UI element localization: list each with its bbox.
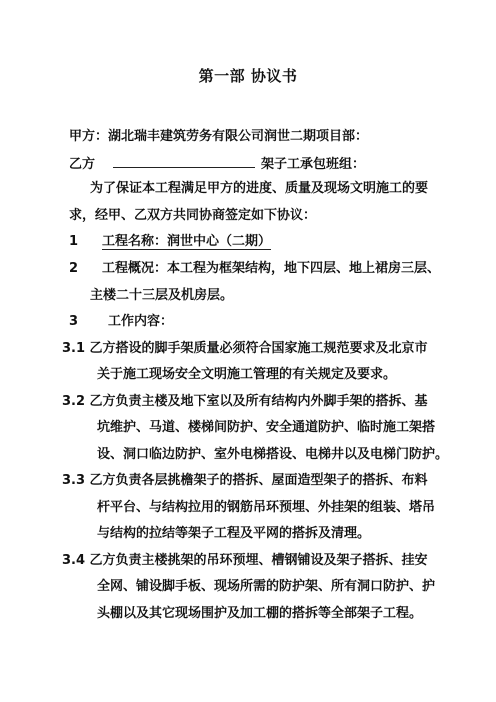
item-3-number: 3 <box>69 314 79 329</box>
clause-3-2-line-2: 坑维护、马道、楼梯间防护、安全通道防护、临时施工架搭 <box>97 420 436 435</box>
item-2-number: 2 <box>69 261 79 276</box>
item-2-line-1: 工程概况：本工程为框架结构，地下四层、地上裙房三层、 <box>102 261 441 276</box>
intro-line-2: 求，经甲、乙双方共同协商签定如下协议： <box>69 208 317 223</box>
clause-3-4-line-2: 全网、铺设脚手板、现场所需的防护架、所有洞口防护、护 <box>97 579 436 594</box>
intro-line-1: 为了保证本工程满足甲方的进度、质量及现场文明施工的要 <box>90 181 429 196</box>
item-1 <box>69 234 271 250</box>
party-a-line: 甲方：湖北瑞丰建筑劳务有限公司润世二期项目部： <box>69 129 369 144</box>
clause-3-4-line-1: 3.4 乙方负责主楼挑架的吊环预埋、槽钢铺设及架子搭拆、挂安 <box>62 553 428 568</box>
document-title: 第一部 协议书 <box>198 67 298 85</box>
clause-3-2-line-1: 3.2 乙方负责主楼及地下室以及所有结构内外脚手架的搭拆、基 <box>62 394 428 409</box>
item-1-number: 1 <box>69 234 79 249</box>
party-b-suffix: 架子工承包班组： <box>261 157 366 172</box>
clause-3-2-line-3: 设、洞口临边防护、室外电梯搭设、电梯井以及电梯门防护。 <box>97 447 449 462</box>
clause-3-4-line-3: 头棚以及其它现场围护及加工棚的搭拆等全部架子工程。 <box>97 606 423 621</box>
item-2 <box>69 261 440 277</box>
clause-3-3-line-3: 与结构的拉结等架子工程及平网的搭拆及清理。 <box>97 526 371 541</box>
party-b-line <box>69 155 365 173</box>
item-3-text: 工作内容： <box>108 314 174 329</box>
party-b-blank <box>113 155 255 168</box>
clause-3-3-line-2: 杆平台、与结构拉用的钢筋吊环预埋、外挂架的组装、塔吊 <box>97 500 436 515</box>
item-2-line-2: 主楼二十三层及机房层。 <box>90 288 234 303</box>
party-b-label: 乙方 <box>69 157 96 172</box>
clause-3-1-line-1: 3.1 乙方搭设的脚手架质量必须符合国家施工规范要求及北京市 <box>62 341 428 356</box>
clause-3-1-line-2: 关于施工现场安全文明施工管理的有关规定及要求。 <box>97 367 397 382</box>
clause-3-3-line-1: 3.3 乙方负责各层挑檐架子的搭拆、屋面造型架子的搭拆、布料 <box>62 473 428 488</box>
item-1-text: 工程名称：润世中心（二期） <box>102 234 272 249</box>
item-3 <box>69 314 173 330</box>
